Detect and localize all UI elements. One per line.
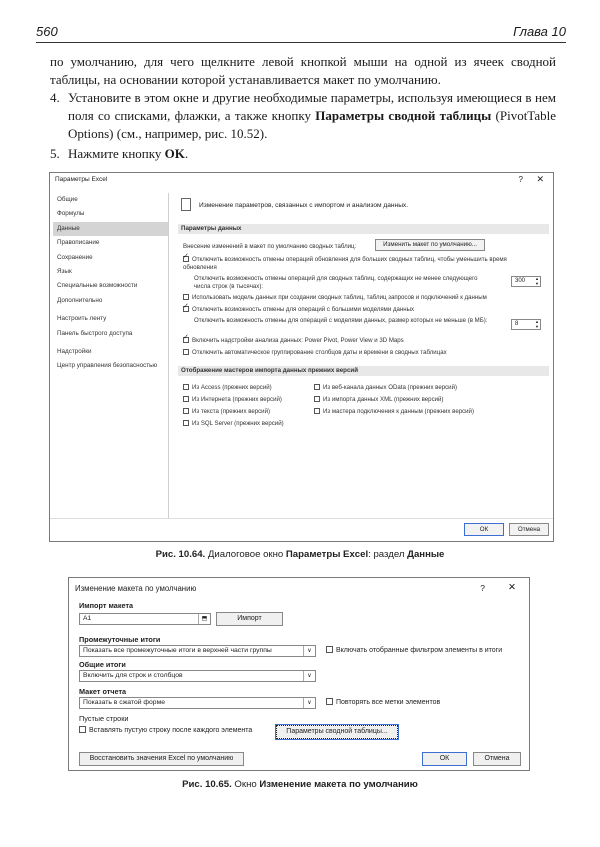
subtotals-label: Промежуточные итоги	[79, 635, 161, 644]
nav-item-proofing[interactable]: Правописание	[57, 239, 100, 247]
item5-text-c: .	[184, 146, 189, 161]
figure-caption-1065: Рис. 10.65. Окно Изменение макета по умолчанию	[182, 779, 418, 790]
option-disable-grouping[interactable]: Отключить автоматическое группирование столбцов даты и времени в сводных таблицах	[183, 349, 538, 357]
blank-rows-label: Пустые строки	[79, 714, 129, 723]
legacy-text[interactable]: Из текста (прежних версий)	[183, 408, 313, 416]
rows-threshold-spinner[interactable]: 300 ▲ ▼	[511, 276, 541, 287]
item5-bold: OK	[164, 146, 185, 161]
dialog-titlebar	[50, 173, 553, 187]
nav-item-accessibility[interactable]: Специальные возможности	[57, 282, 138, 290]
option-enable-addins[interactable]: ✓Включить надстройки анализа данных: Power Pivot, Power View и 3D Maps	[183, 337, 538, 345]
spinner-arrows-icon[interactable]: ▲ ▼	[535, 276, 539, 286]
option-undo-rows-label: Отключить возможность отмены операций для сводных таблиц, содержащих не менее следующего числа строк (в тысячах):	[194, 275, 478, 290]
legacy-wizard[interactable]: Из мастера подключения к данным (прежних версий)	[314, 408, 534, 416]
nav-item-customize-ribbon[interactable]: Настроить ленту	[57, 315, 107, 323]
pane-intro	[181, 198, 541, 218]
paragraph-continued: по умолчанию, для чего щелкните левой кнопкой мыши на одной из ячеек сводной таблицы, на основании которой устанавливается макет по умолчанию.	[50, 54, 556, 87]
section-legacy-wizards: Отображение мастеров импорта данных прежних версий	[178, 366, 549, 376]
list-item-5	[50, 145, 556, 163]
list-number: 5.	[50, 146, 60, 161]
import-layout-label: Импорт макета	[79, 601, 134, 610]
item4-bold: Параметры сводной таблицы	[315, 108, 492, 123]
excel-options-dialog	[49, 172, 554, 542]
restore-defaults-button[interactable]: Восстановить значения Excel по умолчанию	[79, 752, 244, 766]
header-rule	[36, 42, 566, 43]
close-icon[interactable]: ✕	[508, 582, 516, 593]
legacy-sql[interactable]: Из SQL Server (прежних версий)	[183, 420, 313, 428]
data-options-pane	[173, 193, 549, 518]
help-icon[interactable]: ?	[518, 175, 523, 184]
page-header	[36, 24, 566, 44]
layout-label: Внесение изменений в макет по умолчанию сводных таблиц:	[183, 243, 357, 250]
intro-text: Изменение параметров, связанных с импортом и анализом данных.	[199, 202, 409, 209]
chapter-title: Глава 10	[513, 24, 566, 39]
nav-item-general[interactable]: Общие	[57, 196, 78, 203]
checkbox-unchecked[interactable]	[183, 294, 189, 300]
close-icon[interactable]: ✕	[536, 174, 544, 184]
list-number: 4.	[50, 90, 60, 105]
report-layout-select[interactable]: Показать в сжатой форме ∨	[79, 697, 316, 709]
chevron-down-icon[interactable]: ∨	[303, 671, 315, 681]
nav-item-formulas[interactable]: Формулы	[57, 210, 85, 218]
legacy-xml[interactable]: Из импорта данных XML (прежних версий)	[314, 396, 514, 404]
dialog-footer	[50, 518, 553, 541]
nav-item-advanced[interactable]: Дополнительно	[57, 296, 103, 304]
body-text	[50, 53, 556, 163]
chevron-down-icon[interactable]: ∨	[303, 698, 315, 708]
options-nav	[53, 193, 169, 518]
figure-caption-1064: Рис. 10.64. Диалоговое окно Параметры Excel: раздел Данные	[155, 549, 445, 560]
edit-default-layout-button[interactable]: Изменить макет по умолчанию...	[375, 239, 485, 251]
help-icon[interactable]: ?	[480, 583, 485, 593]
grand-totals-label: Общие итоги	[79, 660, 126, 669]
subtotals-select[interactable]: Показать все промежуточные итоги в верхней части группы ∨	[79, 645, 316, 657]
section-data-options: Параметры данных	[178, 224, 549, 234]
model-size-spinner[interactable]: 8 ▲ ▼	[511, 319, 541, 330]
option-disable-undo-model[interactable]: ✓Отключить возможность отмены для операций с большими моделями данных	[183, 306, 538, 314]
import-cell-input[interactable]: A1 ⬒	[79, 613, 211, 625]
nav-item-addins[interactable]: Надстройки	[57, 347, 92, 355]
checkbox-checked[interactable]	[183, 306, 189, 312]
item5-text-a: Нажмите кнопку	[68, 146, 165, 161]
import-button[interactable]: Импорт	[216, 612, 283, 626]
nav-item-language[interactable]: Язык	[57, 267, 72, 275]
spinner-arrows-icon[interactable]: ▲ ▼	[535, 319, 539, 329]
item4-text-c: (PivotTable Options) (см., например, рис. 10.52).	[68, 108, 556, 141]
grand-totals-select[interactable]: Включить для строк и столбцов ∨	[79, 670, 316, 682]
nav-item-trust-center[interactable]: Центр управления безопасностью	[57, 362, 158, 370]
item4-text-a: Установите в этом окне и другие необходимые параметры, используя имеющиеся в нем поля со списками, флажки, а также кнопку	[68, 90, 556, 123]
cancel-button[interactable]: Отмена	[473, 752, 521, 766]
checkbox-checked[interactable]	[183, 256, 189, 262]
nav-item-data[interactable]: Данные	[53, 222, 168, 236]
option-undo-model-size-label: Отключить возможность отмены для операций с моделями данных, размер которых не меньше (в МБ):	[194, 317, 488, 324]
page-number: 560	[36, 24, 58, 39]
nav-item-save[interactable]: Сохранение	[57, 253, 93, 261]
dialog-title: Параметры Excel	[55, 176, 108, 183]
legacy-odata[interactable]: Из веб-канала данных OData (прежних версий)	[314, 384, 514, 392]
ok-button[interactable]: ОК	[422, 752, 467, 766]
option-use-data-model[interactable]: Использовать модель данных при создании сводных таблиц, таблиц запросов и подключений к данным	[183, 294, 538, 302]
pivot-options-button[interactable]: Параметры сводной таблицы...	[276, 725, 398, 739]
blank-rows-checkbox[interactable]: Вставлять пустую строку после каждого элемента	[79, 726, 252, 734]
list-item-4	[50, 89, 556, 143]
range-select-icon[interactable]: ⬒	[198, 614, 210, 624]
dialog-title: Изменение макета по умолчанию	[75, 584, 197, 593]
document-icon	[181, 198, 191, 211]
checkbox-checked[interactable]	[183, 337, 189, 343]
chevron-down-icon[interactable]: ∨	[303, 646, 315, 656]
nav-item-quick-access[interactable]: Панель быстрого доступа	[57, 329, 133, 337]
legacy-web[interactable]: Из Интернета (прежних версий)	[183, 396, 313, 404]
ok-button[interactable]: ОК	[464, 523, 504, 536]
cancel-button[interactable]: Отмена	[509, 523, 549, 536]
legacy-access[interactable]: Из Access (прежних версий)	[183, 384, 313, 392]
option-disable-undo-refresh[interactable]: ✓Отключить возможность отмены операций обновления для больших сводных таблиц, чтобы уменьшить время обновления	[183, 256, 528, 272]
checkbox-unchecked[interactable]	[183, 349, 189, 355]
report-layout-label: Макет отчета	[79, 687, 127, 696]
filtered-items-checkbox[interactable]: Включать отобранные фильтром элементы в итоги	[326, 646, 502, 654]
repeat-labels-checkbox[interactable]: Повторять все метки элементов	[326, 698, 440, 706]
change-default-layout-dialog	[68, 577, 530, 771]
